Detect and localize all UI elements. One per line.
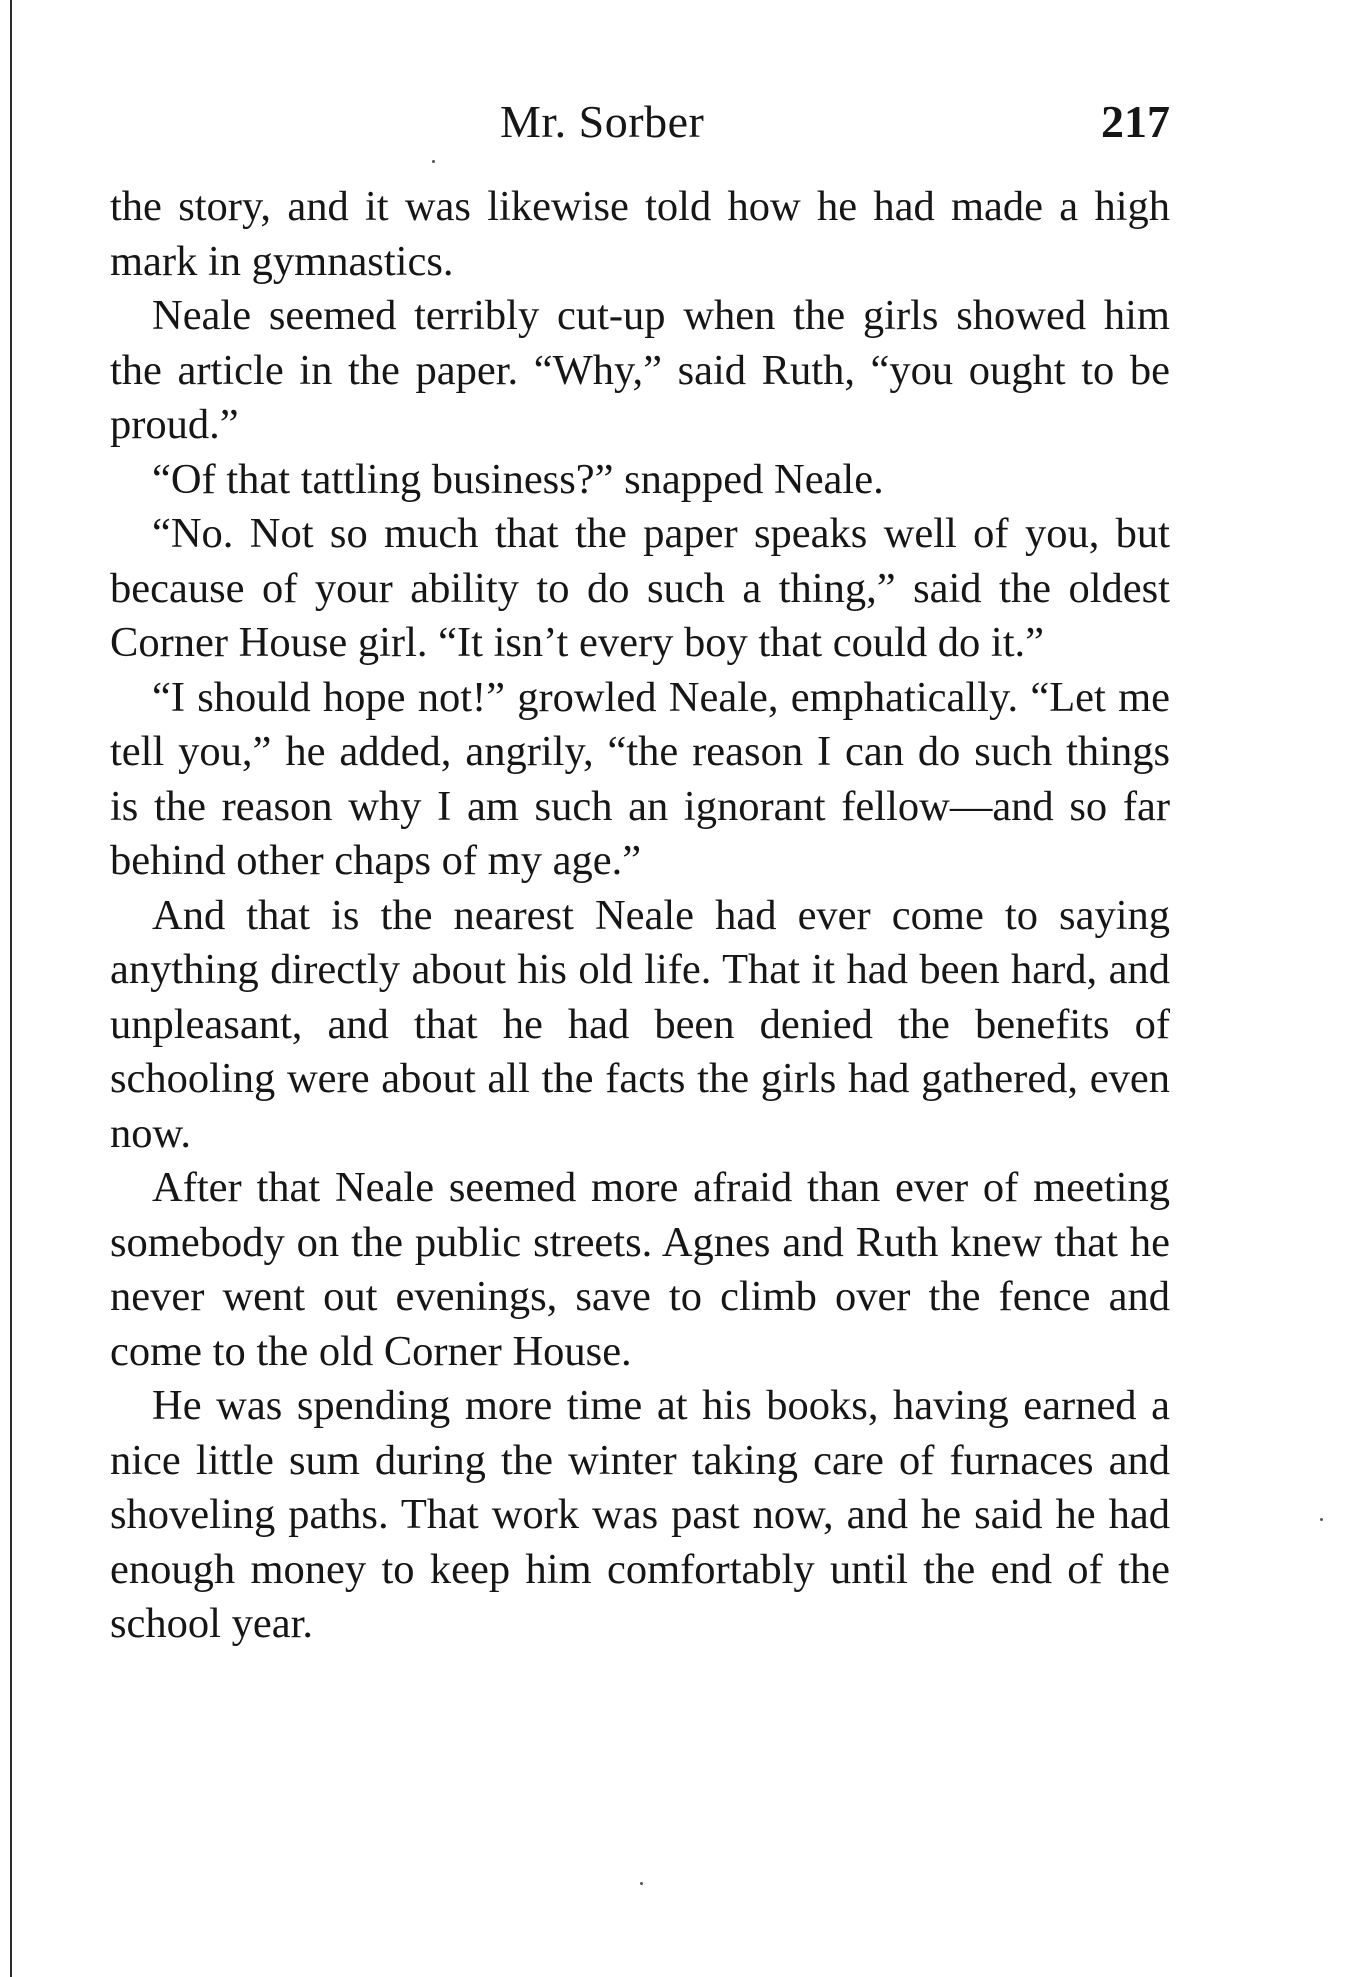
print-speck [1320,1518,1323,1521]
body-text [110,180,1170,1652]
page-number: 217 [1101,96,1170,147]
paragraph-6: And that is the nearest Neale had ever come to saying anything directly about his old life. That it had been hard, and unpleasant, and that he had been denied the benefits of schooling were about all the facts the girls had gathered, even now. [110,891,1170,1157]
running-title: Mr. Sorber [500,96,705,147]
paragraph-5: “I should hope not!” growled Neale, emphatically. “Let me tell you,” he added, angrily, “the reason I can do such things is the reason why I am such an ignorant fellow—and so far behind other chaps of my age.” [110,673,1170,884]
print-speck [640,1882,643,1885]
paragraph-7: After that Neale seemed more afraid than ever of meeting somebody on the public streets. Agnes and Ruth knew that he never went out evenings, save to climb over the fence and come to the old Corner House. [110,1164,1170,1375]
paragraph-2: Neale seemed terribly cut-up when the girls showed him the article in the paper. “Why,” said Ruth, “you ought to be proud.” [110,292,1170,448]
page-edge-line [10,0,12,1977]
paragraph-3: “Of that tattling business?” snapped Neale. [152,455,884,503]
paragraph-4: “No. Not so much that the paper speaks well of you, but because of your ability to do such a thing,” said the oldest Corner House girl. “It isn’t every boy that could do it.” [110,510,1170,666]
paragraph-8: He was spending more time at his books, having earned a nice little sum during the winter taking care of furnaces and shoveling paths. That work was past now, and he said he had enough money to keep him comfortably until the end of the school year. [110,1382,1170,1647]
paragraph-1: the story, and it was likewise told how he had made a high mark in gymnastics. [110,183,1170,285]
print-speck [432,160,435,163]
page-header [110,92,1170,152]
